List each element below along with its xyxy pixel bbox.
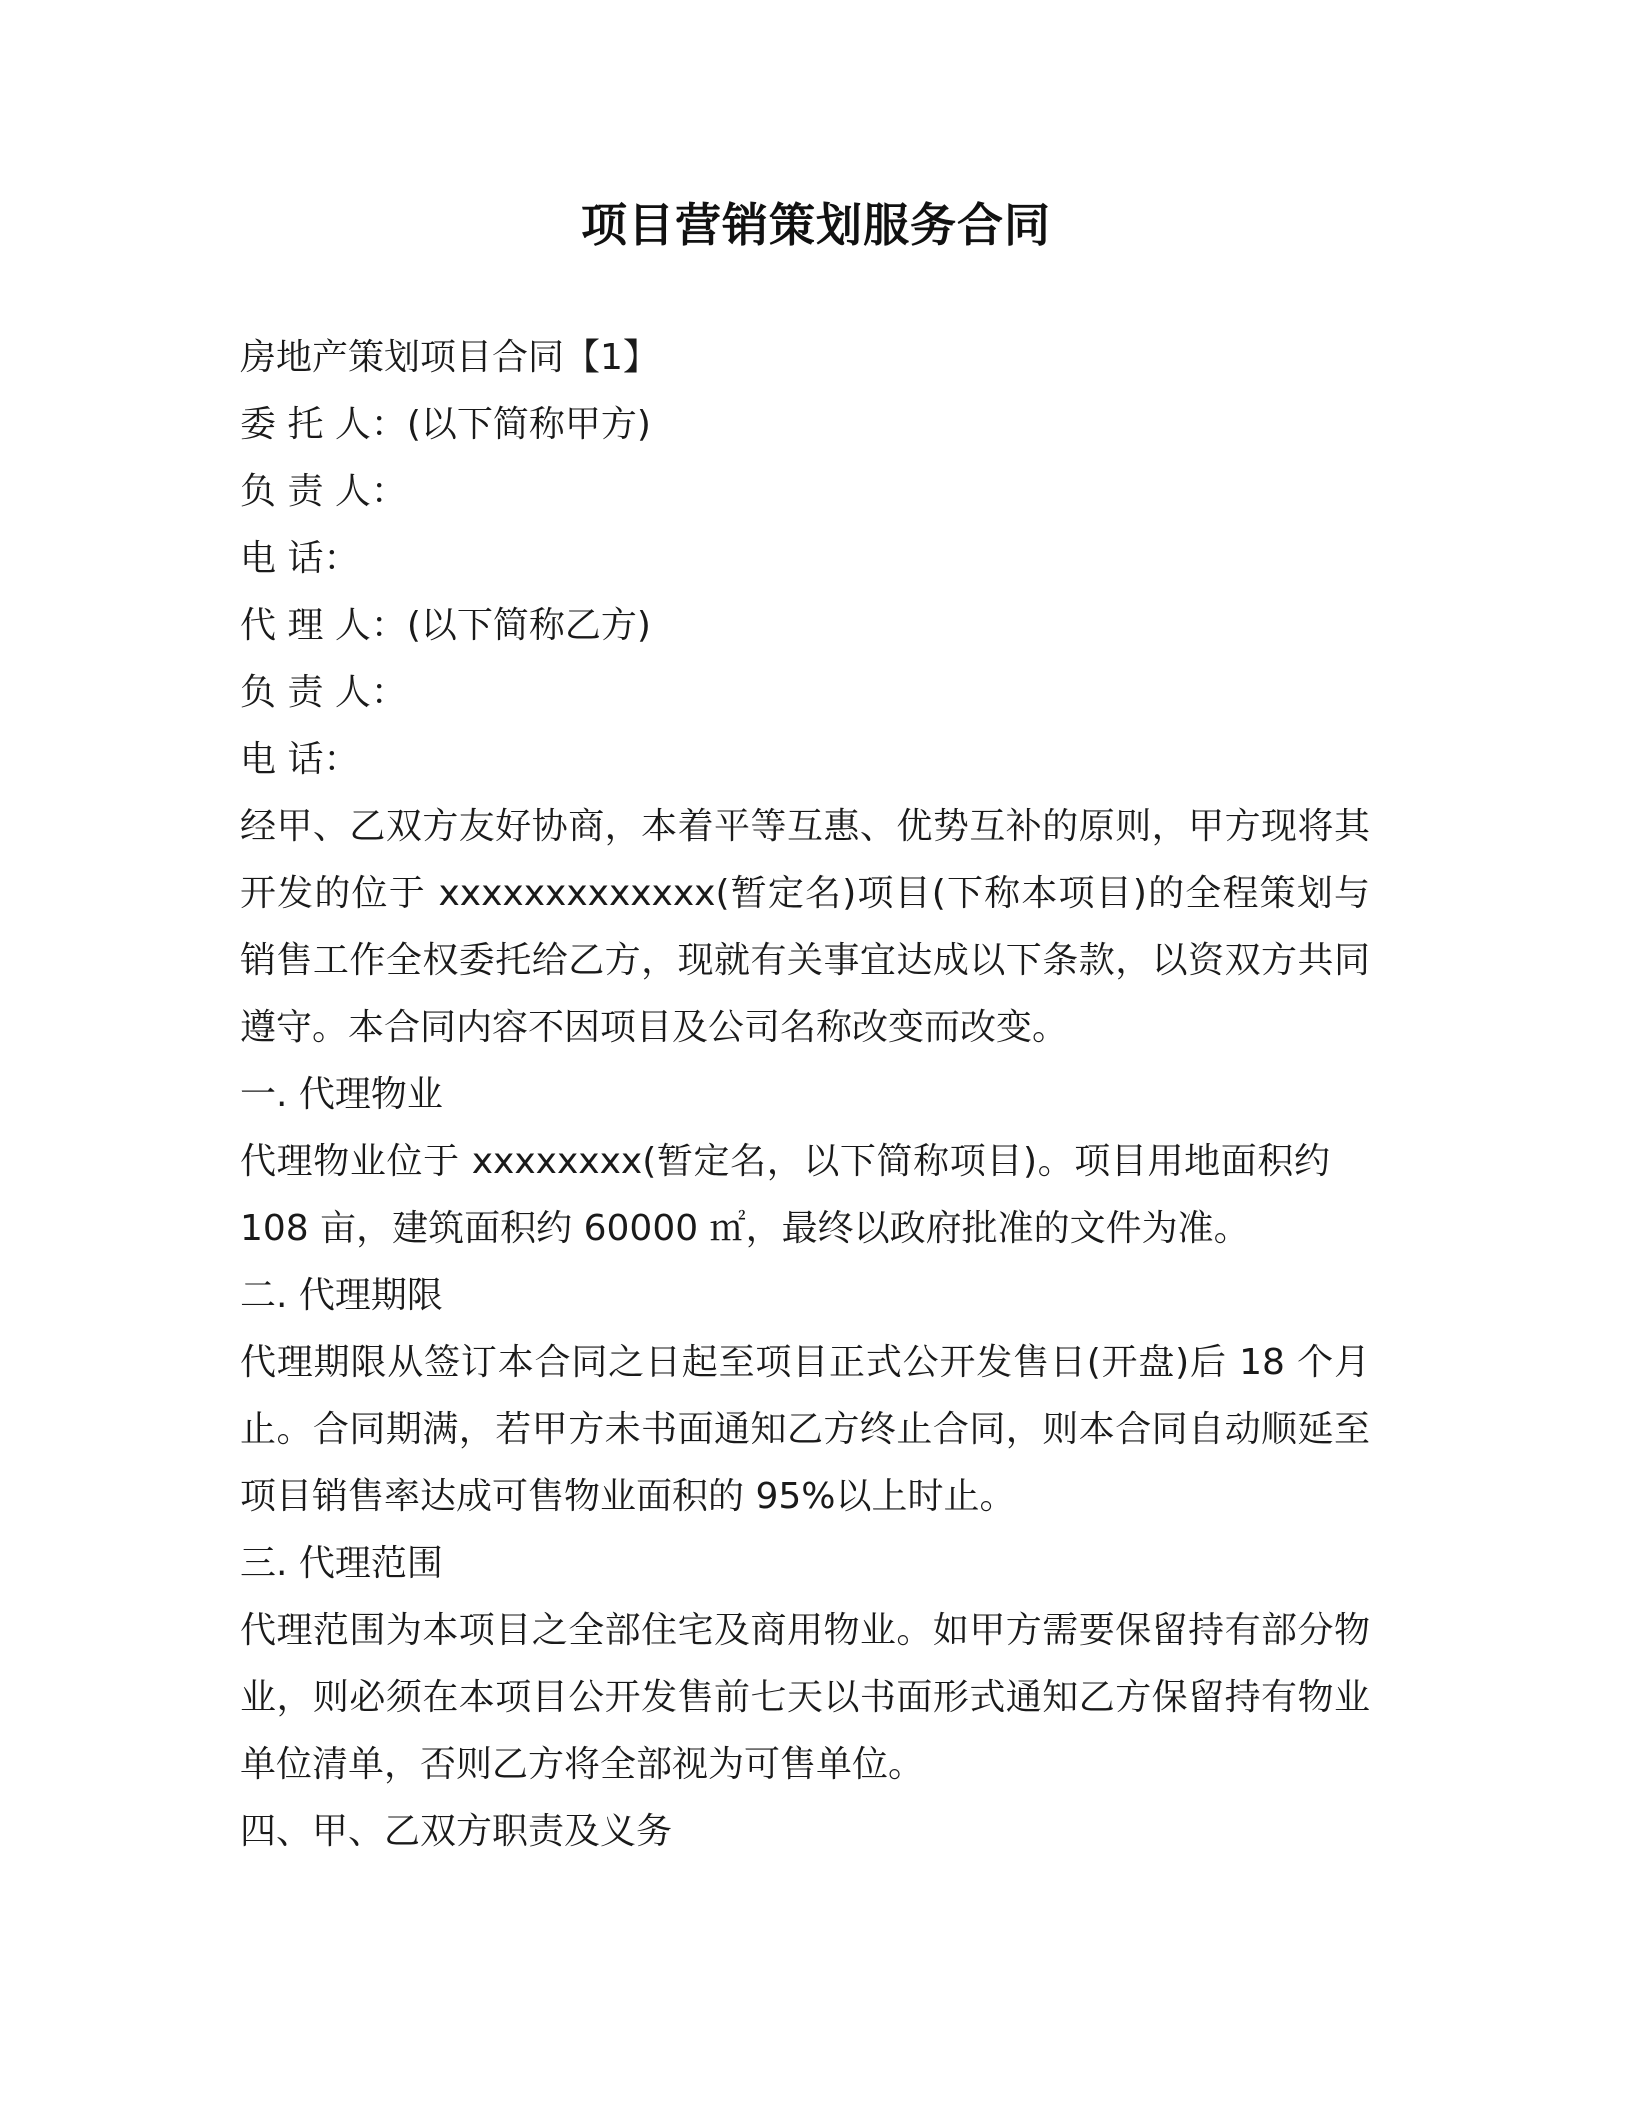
party-b-manager: 负 责 人： — [240, 672, 407, 713]
party-a-phone: 电 话： — [240, 538, 360, 579]
document-title: 项目营销策划服务合同 — [581, 198, 1051, 252]
section-4-heading: 四、甲、乙双方职责及义务 — [240, 1811, 673, 1852]
party-b-label: 代 理 人：(以下简称乙方) — [240, 605, 651, 646]
section-3-body: 代理范围为本项目之全部住宅及商用物业。如甲方需要保留持有部分物业，则必须在本项目公开发售前七天以书面形式通知乙方保留持有物业单位清单，否则乙方将全部视为可售单位。 — [240, 1610, 1370, 1785]
document-body — [240, 324, 1370, 1865]
party-b-phone: 电 话： — [240, 739, 360, 780]
preamble-paragraph: 经甲、乙双方友好协商，本着平等互惠、优势互补的原则，甲方现将其开发的位于 xxxxxxxxxxxxx(暂定名)项目(下称本项目)的全程策划与销售工作全权委托给乙方，现就有关事宜达成以下条款，以资双方共同遵守。本合同内容不因项目及公司名称改变而改变。 — [240, 806, 1370, 1048]
party-a-manager: 负 责 人： — [240, 471, 407, 512]
section-2-heading: 二. 代理期限 — [240, 1275, 443, 1316]
party-a-label: 委 托 人：(以下简称甲方) — [240, 404, 651, 445]
section-1-body: 代理物业位于 xxxxxxxx(暂定名，以下简称项目)。项目用地面积约 108 亩，建筑面积约 60000 ㎡，最终以政府批准的文件为准。 — [240, 1141, 1330, 1249]
section-2-body: 代理期限从签订本合同之日起至项目正式公开发售日(开盘)后 18 个月止。合同期满，若甲方未书面通知乙方终止合同，则本合同自动顺延至项目销售率达成可售物业面积的 95%以上时止。 — [240, 1342, 1370, 1517]
section-3-heading: 三. 代理范围 — [240, 1543, 443, 1584]
section-1-heading: 一. 代理物业 — [240, 1074, 443, 1115]
contract-subtitle: 房地产策划项目合同【1】 — [240, 337, 659, 378]
